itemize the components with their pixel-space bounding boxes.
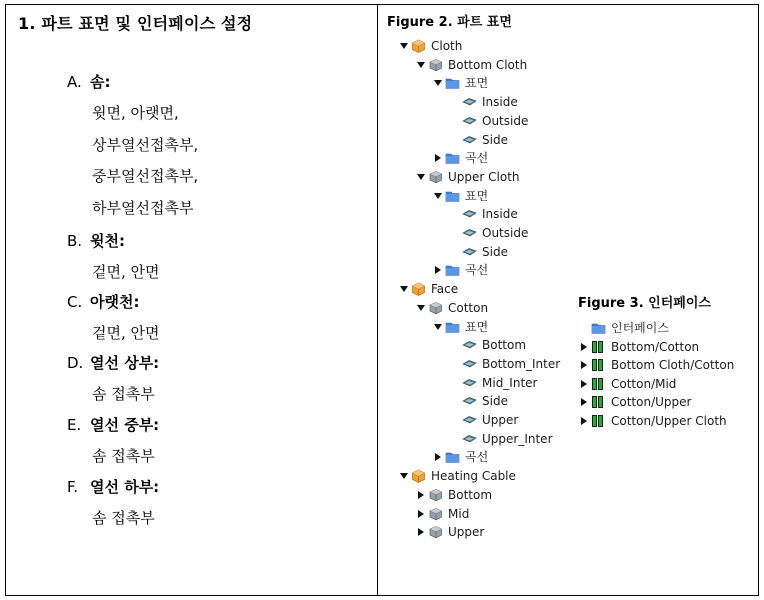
tree-node[interactable] <box>399 37 462 55</box>
tree-node-label: Mid_Inter <box>482 375 538 390</box>
collapse-arrow-icon[interactable] <box>399 41 408 51</box>
no-arrow-spacer <box>450 116 459 126</box>
item-name: 열선 상부: <box>90 354 160 372</box>
item-detail-line: 솜 접촉부 <box>92 447 155 465</box>
no-arrow-spacer <box>450 434 459 444</box>
tree-node-label: Side <box>482 244 508 259</box>
tree-node-label: Cotton/Mid <box>611 376 677 391</box>
body-gray-icon <box>428 507 443 521</box>
tree-node-label: 곡선 <box>465 151 489 166</box>
tree-node[interactable] <box>450 411 518 429</box>
item-letter: E. <box>67 416 82 434</box>
tree-node-label: Cotton/Upper <box>611 395 692 410</box>
item-letter: F. <box>67 478 78 496</box>
item-detail-line: 솜 접촉부 <box>92 509 155 527</box>
item-letter: C. <box>67 293 83 311</box>
tree-node-label: Bottom <box>482 338 527 353</box>
item-detail-line: 중부열선접촉부, <box>92 167 199 185</box>
expand-arrow-icon[interactable] <box>433 153 442 163</box>
tree-node-label: Inside <box>482 207 518 222</box>
collapse-arrow-icon[interactable] <box>433 322 442 332</box>
item-detail-line: 윗면, 아랫면, <box>92 104 179 122</box>
tree-node-label: Face <box>431 282 459 297</box>
item-name: 윗천: <box>90 232 125 250</box>
part-orange-icon <box>411 469 426 483</box>
item-name: 열선 하부: <box>90 478 160 496</box>
tree-node[interactable] <box>579 393 691 411</box>
setting-item-header <box>67 230 125 251</box>
tree-node[interactable] <box>433 149 488 167</box>
body-gray-icon <box>428 525 443 539</box>
no-arrow-spacer <box>450 415 459 425</box>
tree-node-label: Bottom Cloth <box>448 57 528 72</box>
no-arrow-spacer <box>450 340 459 350</box>
no-arrow-spacer <box>450 97 459 107</box>
tree-node[interactable] <box>399 280 458 298</box>
tree-node-label: Mid <box>448 506 470 521</box>
tree-node[interactable] <box>416 299 488 317</box>
tree-node[interactable] <box>450 131 508 149</box>
folder-icon <box>445 151 460 165</box>
tree-node[interactable] <box>579 319 669 337</box>
body-gray-icon <box>428 488 443 502</box>
item-letter: A. <box>67 73 82 91</box>
column-divider <box>377 4 378 596</box>
tree-node-label: Outside <box>482 226 529 240</box>
interface-icon <box>591 414 606 428</box>
tree-node-label: Heating Cable <box>431 469 516 484</box>
no-arrow-spacer <box>450 228 459 238</box>
expand-arrow-icon[interactable] <box>579 342 588 352</box>
tree-node-label: Cotton/Upper Cloth <box>611 414 727 428</box>
tree-node-label: Cotton <box>448 300 489 315</box>
tree-node-label: Side <box>482 394 508 409</box>
item-detail-line: 겉면, 안면 <box>92 263 160 281</box>
tree-node[interactable] <box>433 187 488 205</box>
tree-node[interactable] <box>450 205 518 223</box>
surface-icon <box>462 245 477 259</box>
interface-icon <box>591 395 606 409</box>
tree-node-label: 표면 <box>465 319 489 334</box>
no-arrow-spacer <box>450 378 459 388</box>
tree-node[interactable] <box>579 338 699 356</box>
body-gray-icon <box>428 301 443 315</box>
tree-node[interactable] <box>450 112 528 130</box>
folder-icon <box>445 263 460 277</box>
tree-node[interactable] <box>450 93 518 111</box>
figure2-title: Figure 2. 파트 표면 <box>387 15 512 30</box>
tree-node-label: 곡선 <box>465 263 489 278</box>
setting-item-header <box>67 414 159 435</box>
body-gray-icon <box>428 58 443 72</box>
part-orange-icon <box>411 39 426 53</box>
surface-icon <box>462 413 477 427</box>
tree-node-label: Upper_Inter <box>482 431 553 446</box>
no-arrow-spacer <box>450 247 459 257</box>
setting-item-header <box>67 352 159 373</box>
tree-node[interactable] <box>450 355 560 373</box>
tree-node-label: Upper Cloth <box>448 169 520 184</box>
surface-icon <box>462 394 477 408</box>
tree-node-label: Bottom <box>448 487 493 502</box>
interface-icon <box>591 377 606 391</box>
surface-icon <box>462 95 477 109</box>
folder-icon <box>445 450 460 464</box>
folder-icon <box>445 189 460 203</box>
expand-arrow-icon[interactable] <box>416 509 425 519</box>
tree-node[interactable] <box>433 261 488 279</box>
tree-node-label: Upper <box>448 525 485 540</box>
expand-arrow-icon[interactable] <box>579 397 588 407</box>
tree-node[interactable] <box>433 318 488 336</box>
tree-node[interactable] <box>433 448 488 466</box>
tree-node[interactable] <box>579 356 734 374</box>
expand-arrow-icon[interactable] <box>416 527 425 537</box>
item-detail-line: 하부열선접촉부 <box>92 198 194 217</box>
part-orange-icon <box>411 282 426 296</box>
tree-node[interactable] <box>433 74 488 92</box>
surface-icon <box>462 338 477 352</box>
interface-icon <box>591 340 606 354</box>
surface-icon <box>462 133 477 147</box>
folder-icon <box>591 321 606 335</box>
expand-arrow-icon[interactable] <box>433 265 442 275</box>
expand-arrow-icon[interactable] <box>433 452 442 462</box>
tree-node-label: Outside <box>482 113 529 128</box>
tree-node[interactable] <box>450 374 537 392</box>
no-arrow-spacer <box>450 359 459 369</box>
tree-node[interactable] <box>450 336 526 354</box>
collapse-arrow-icon[interactable] <box>433 191 442 201</box>
collapse-arrow-icon[interactable] <box>416 303 425 313</box>
tree-node[interactable] <box>416 56 527 74</box>
setting-item-header <box>67 476 159 497</box>
collapse-arrow-icon[interactable] <box>399 284 408 294</box>
item-detail-line: 솜 접촉부 <box>92 385 155 403</box>
folder-icon <box>445 320 460 334</box>
expand-arrow-icon[interactable] <box>416 490 425 500</box>
body-gray-icon <box>428 170 443 184</box>
tree-node-label: 곡선 <box>465 450 489 465</box>
tree-node-label: Bottom_Inter <box>482 356 561 371</box>
folder-icon <box>445 76 460 90</box>
surface-icon <box>462 226 477 240</box>
tree-node-label: Bottom Cloth/Cotton <box>611 358 735 373</box>
tree-node[interactable] <box>579 412 727 430</box>
tree-node-label: Inside <box>482 95 518 110</box>
tree-node[interactable] <box>450 224 528 242</box>
item-letter: D. <box>67 354 84 372</box>
tree-node[interactable] <box>416 486 492 504</box>
figure3-title: Figure 3. 인터페이스 <box>578 296 711 311</box>
expand-arrow-icon[interactable] <box>579 360 588 370</box>
expand-arrow-icon[interactable] <box>579 416 588 426</box>
item-detail-line: 상부열선접촉부, <box>92 135 199 154</box>
tree-node[interactable] <box>416 505 469 523</box>
surface-icon <box>462 376 477 390</box>
tree-node[interactable] <box>399 467 516 485</box>
no-arrow-spacer <box>450 209 459 219</box>
surface-icon <box>462 114 477 128</box>
item-letter: B. <box>67 232 83 250</box>
surface-icon <box>462 432 477 446</box>
item-name: 아랫천: <box>90 293 140 311</box>
item-name: 솜: <box>90 73 111 91</box>
section-title: 1. 파트 표면 및 인터페이스 설정 <box>18 14 253 33</box>
tree-node[interactable] <box>416 523 484 541</box>
setting-item-header <box>67 291 139 312</box>
no-arrow-spacer <box>579 323 588 333</box>
tree-node[interactable] <box>450 392 508 410</box>
tree-node-label: Upper <box>482 413 519 427</box>
tree-node[interactable] <box>416 168 520 186</box>
collapse-arrow-icon[interactable] <box>399 471 408 481</box>
interface-icon <box>591 358 606 372</box>
collapse-arrow-icon[interactable] <box>416 60 425 70</box>
no-arrow-spacer <box>450 135 459 145</box>
tree-node-label: Bottom/Cotton <box>611 339 700 354</box>
no-arrow-spacer <box>450 396 459 406</box>
expand-arrow-icon[interactable] <box>579 379 588 389</box>
surface-icon <box>462 357 477 371</box>
collapse-arrow-icon[interactable] <box>416 172 425 182</box>
tree-node-label: 표면 <box>465 76 489 91</box>
surface-icon <box>462 207 477 221</box>
tree-node[interactable] <box>579 375 676 393</box>
tree-node[interactable] <box>450 430 553 448</box>
tree-node[interactable] <box>450 243 508 261</box>
collapse-arrow-icon[interactable] <box>433 78 442 88</box>
tree-node-label: 표면 <box>465 188 489 203</box>
setting-item-header <box>67 71 111 92</box>
item-name: 열선 중부: <box>90 416 160 434</box>
item-detail-line: 겉면, 안면 <box>92 324 160 342</box>
tree-node-label: Side <box>482 132 508 147</box>
tree-node-label: 인터페이스 <box>611 321 669 335</box>
tree-node-label: Cloth <box>431 39 463 53</box>
